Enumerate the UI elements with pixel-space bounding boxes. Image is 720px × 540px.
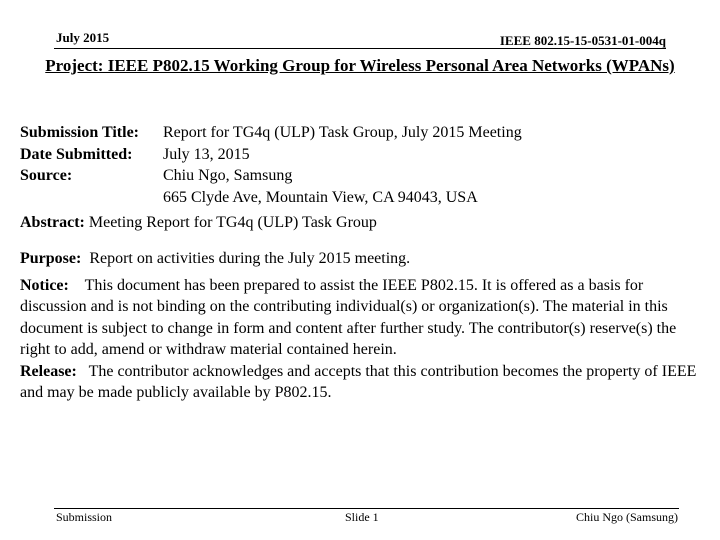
header-divider — [54, 48, 666, 49]
notice-label: Notice: — [20, 276, 69, 294]
header-doc-number: IEEE 802.15-15-0531-01-004q — [499, 33, 666, 48]
source-label: Source: — [20, 167, 73, 184]
source-line-2: 665 Clyde Ave, Mountain View, CA 94043, USA — [163, 188, 478, 206]
submission-title-row — [20, 122, 522, 144]
submission-title-value: Report for TG4q (ULP) Task Group, July 2015 Meeting — [163, 124, 522, 141]
date-submitted-label: Date Submitted: — [20, 145, 133, 163]
submission-meta — [20, 122, 522, 208]
release-paragraph — [20, 361, 700, 404]
footer-author: Chiu Ngo (Samsung) — [576, 510, 678, 524]
release-text: The contributor acknowledges and accepts that this contribution becomes the property of IEEE and may be made publicly available by P802.15. — [20, 362, 697, 401]
abstract-text: Meeting Report for TG4q (ULP) Task Group — [88, 214, 377, 231]
release-label: Release: — [20, 362, 77, 380]
notice-text: This document has been prepared to assist the IEEE P802.15. It is offered as a basis for discussion and is not binding on the contributing individual(s) or organization(s). The material in this document is subject to change in form and content after further study. The contributor(s) reserve(s) the right to add, amend or withdraw material contained herein. — [20, 276, 677, 358]
abstract — [20, 214, 377, 232]
submission-title-label: Submission Title: — [20, 124, 140, 141]
header-date: July 2015 — [56, 30, 110, 45]
date-submitted-value: July 13, 2015 — [163, 145, 250, 163]
purpose-label: Purpose: — [20, 250, 82, 267]
project-title: Project: IEEE P802.15 Working Group for Wireless Personal Area Networks (WPANs) — [45, 56, 675, 75]
footer-submission: Submission — [56, 510, 113, 524]
purpose-paragraph — [20, 248, 700, 270]
source-line-1: Chiu Ngo, Samsung — [163, 167, 293, 184]
source-row — [20, 165, 522, 187]
purpose-text: Report on activities during the July 2015 meeting. — [89, 250, 411, 267]
source-address-row — [20, 187, 522, 209]
notice-paragraph — [20, 275, 700, 361]
footer-divider — [54, 508, 679, 509]
document-body — [20, 248, 700, 404]
footer-slide-number: Slide 1 — [345, 510, 379, 524]
abstract-label: Abstract: — [20, 214, 85, 231]
date-submitted-row — [20, 144, 522, 166]
